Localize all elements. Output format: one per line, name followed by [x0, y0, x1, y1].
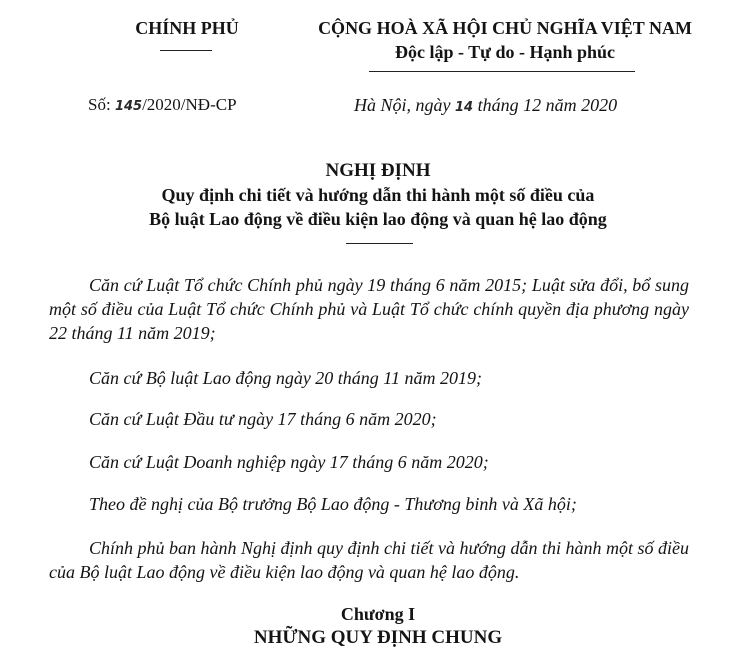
- document-type: NGHỊ ĐỊNH: [325, 160, 431, 181]
- subtitle-line-1: Quy định chi tiết và hướng dẫn thi hành một số điều của: [161, 185, 595, 205]
- preamble-paragraph-3: Căn cứ Luật Đầu tư ngày 17 tháng 6 năm 2020;: [89, 409, 437, 429]
- document-number-prefix: Số:: [88, 95, 115, 114]
- country-name: CỘNG HOÀ XÃ HỘI CHỦ NGHĨA VIỆT NAM: [318, 18, 692, 38]
- preamble-paragraph-2: Căn cứ Bộ luật Lao động ngày 20 tháng 11 năm 2019;: [89, 368, 482, 388]
- issuer-name: CHÍNH PHỦ: [135, 18, 239, 38]
- preamble-paragraph-1: Căn cứ Luật Tổ chức Chính phủ ngày 19 tháng 6 năm 2015; Luật sửa đổi, bổ sung một số điều của Luật Tổ chức Chính phủ và Luật Tổ chức chính quyền địa phương ngày 22 tháng 11 năm 2019;: [49, 275, 689, 343]
- issuer-underline: [160, 50, 212, 51]
- motto-underline: [369, 71, 635, 72]
- document-number: [88, 95, 237, 115]
- document-number-suffix: /2020/NĐ-CP: [142, 95, 237, 114]
- chapter-title: NHỮNG QUY ĐỊNH CHUNG: [253, 627, 503, 648]
- chapter-label: Chương I: [340, 604, 416, 624]
- issue-date: [354, 95, 617, 116]
- preamble-paragraph-4: Căn cứ Luật Doanh nghiệp ngày 17 tháng 6 năm 2020;: [89, 452, 489, 472]
- preamble-paragraph-5: Theo đề nghị của Bộ trưởng Bộ Lao động - Thương binh và Xã hội;: [89, 494, 577, 514]
- title-underline: [346, 243, 413, 244]
- issue-date-suffix: tháng 12 năm 2020: [473, 95, 618, 115]
- preamble-paragraph-6: Chính phủ ban hành Nghị định quy định chi tiết và hướng dẫn thi hành một số điều của Bộ luật Lao động về điều kiện lao động và quan hệ lao động.: [49, 538, 689, 582]
- issue-date-handwritten: 14: [455, 100, 474, 115]
- document-number-handwritten: 145: [114, 99, 143, 114]
- subtitle-line-2: Bộ luật Lao động về điều kiện lao động và quan hệ lao động: [149, 209, 607, 229]
- issue-date-prefix: Hà Nội, ngày: [354, 95, 455, 115]
- national-motto: Độc lập - Tự do - Hạnh phúc: [394, 42, 616, 62]
